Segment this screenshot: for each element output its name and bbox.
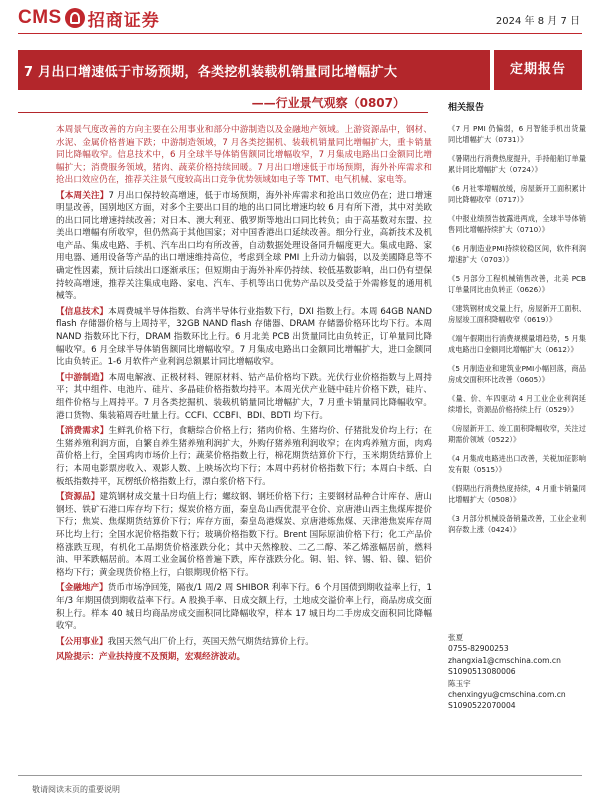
related-report-link[interactable]: 《端午假期出行消费规模量增趋势，5 月集成电路出口金额同比增幅扩大（0612）》	[448, 334, 586, 354]
section-text: 本周电解液、正极材料、锂原材料、钴产品价格均下跌。光伏行业价格指数与上周持平；其中组件、电池片、硅片、多晶硅价格指数均持平。本周光伏产业链中硅片价格下跌，硅片、组件价格与上周持平。7 月各类挖掘机、装载机销量同比增幅扩大，7 月重卡销量同比降幅收窄。港口货物、集装箱周吞吐量上行。CCFI、CCBFI、BDI、BDTI 均下行。	[56, 372, 432, 421]
risk-label: 风险提示：	[56, 652, 99, 663]
section-resources	[56, 491, 432, 579]
related-report-link[interactable]: 《中报业绩预告披露进两成，全球半导体销售同比增幅持续扩大（0710）》	[448, 214, 586, 234]
footer-disclaimer: 敬请阅读末页的重要说明	[32, 785, 120, 794]
related-report-link[interactable]: 《建筑钢材成交量上行，房屋新开工面积、房屋竣工面积降幅收窄（0619）》	[448, 304, 586, 324]
analyst-name: 张夏	[448, 633, 464, 642]
section-label: 【公用事业】	[56, 636, 108, 647]
related-report-link[interactable]: 《6 月制造业PMI持续较稳区间，软件利润增速扩大（0703）》	[448, 244, 586, 264]
report-date: 2024 年 8 月 7 日	[495, 16, 580, 27]
report-type-tag: 定期报告	[494, 50, 582, 90]
analyst-cert: S1090513080006	[448, 667, 516, 677]
section-text: 我国天然气出厂价上行，英国天然气期货结算价上行。	[107, 636, 314, 647]
section-midstream	[56, 372, 432, 422]
section-label: 【信息技术】	[56, 306, 109, 317]
section-label: 【金融地产】	[56, 583, 108, 594]
summary-paragraph: 本周景气度改善的方向主要在公用事业和部分中游制造以及金融地产领域。上游资源品中，钢材、水泥、金属价格普遍下跌；中游制造领域，7 月各类挖掘机、装载机销量同比增幅扩大，重卡销量同比降幅收窄。信息技术中，6 月全球半导体销售额同比增幅收窄，7 月集成电路出口金额同比增幅扩大；消费服务领域，猪肉、蔬菜价格持续回暖。7 月出口增速低于市场预期，海外补库需求和抢出口效应仍在，推荐关注景气度较高出口竞争优势领域如电子等 TMT、电气机械、家电等。	[56, 125, 432, 185]
risk-text: 产业扶持度不及预期，宏观经济波动。	[98, 652, 246, 663]
section-consumer	[56, 425, 432, 488]
report-title: 7 月出口增速低于市场预期，各类挖机装载机销量同比增幅扩大	[18, 50, 490, 90]
section-label: 【中游制造】	[56, 372, 109, 383]
related-reports-title: 相关报告	[448, 103, 485, 113]
related-report-link[interactable]: 《量、价、车四驱动 4 月工业企业利润延续增长，资源品价格持续上行（0529）》	[448, 394, 586, 414]
analyst-email[interactable]: chenxingyu@cmschina.com.cn	[448, 690, 566, 700]
subtitle-divider	[18, 112, 428, 113]
section-text: 建筑钢材成交量十日均值上行；螺纹钢、钢坯价格下行；主要钢材品种合计库存、唐山钢坯、铁矿石港口库存均下行；煤炭价格方面，秦皇岛山西优混平仓价、京唐港山西主焦煤库提价下行；焦炭、焦煤期货结算价下行；库存方面，秦皇岛港煤炭、京唐港炼焦煤、天津港焦炭库存周环比均上行；全国水泥价格指数下行；玻璃价格指数下行。Brent 国际原油价格下行；化工产品价格涨跌互现，有机化工品期货价格涨跌分化；其中天然橡胶、二乙二醇、苯乙烯涨幅居前，燃料油、甲苯跌幅居前。本周工业金属价格普遍下跌，库存涨跌分化。铜、铝、锌、锡、铅、镍、铝价格均下行；黄金现货价格上行，白银期现价格下行。	[56, 492, 432, 578]
related-report-link[interactable]: 《7 月 PMI 仍偏弱，6 月智能手机出货量同比增幅扩大（0731）》	[448, 124, 586, 144]
related-report-link[interactable]: 《5 月部分工程机械销售改善，北美 PCB 订单量同比由负转正（0626）》	[448, 274, 586, 294]
related-report-link[interactable]: 《暑期出行消费热度提升，手持船舶订单量累计同比增幅扩大（0724）》	[448, 154, 586, 174]
analyst-name: 陈玉宇	[448, 678, 471, 688]
section-text: 生鲜乳价格下行，食糖综合价格上行；猪肉价格、生猪均价、仔猪批发价均上行；在生猪养殖利润方面，自繁自养生猪养殖利润扩大，外购仔猪养殖利润收窄；在肉鸡养殖方面，肉鸡苗价格上行，全国鸡肉市场价上行；蔬菜价格指数上行，棉花期货结算价下行，玉米期货结算价上行；本周电影票房收入、观影人数、上映场次均下行；本周中药材价格指数下行；本周白卡纸、白板纸指数持平，瓦楞纸价格指数上行，漂白浆价格下行。	[56, 426, 432, 487]
sidebar	[448, 100, 586, 543]
section-text: 货币市场净回笼，隔夜/1 周/2 周 SHIBOR 利率下行。6 个月国债到期收益率上行，1 年/3 年期国债到期收益率下行。A 股换手率、日成交额上行，土地成交溢价率上行，商品房成交面积上行。样本 40 城日均商品房成交面积同比降幅收窄，样本 17 城日均二手房成交面积同比降幅收窄。	[56, 583, 432, 632]
footer-divider	[18, 775, 582, 776]
logo-en: CMS	[18, 7, 62, 28]
section-focus	[56, 190, 432, 303]
related-report-link[interactable]: 《5 月制造业和建筑业PMI小幅回落，商品房成交面积环比改善（0605）》	[448, 364, 586, 384]
related-report-link[interactable]: 《假期出行消费热度持续，4 月重卡销量同比增幅扩大（0508）》	[448, 484, 586, 504]
analyst-phone: 0755-82900253	[448, 644, 509, 654]
related-report-link[interactable]: 《4 月集成电路进出口改善，关税加征影响发有限（0515）》	[448, 454, 586, 474]
header-divider	[18, 33, 582, 34]
section-utilities	[56, 636, 432, 649]
related-report-link[interactable]: 《6 月社零增幅放缓，房屋新开工面积累计同比降幅收窄（0717）》	[448, 184, 586, 204]
logo-mark-icon	[65, 8, 85, 28]
section-it	[56, 306, 432, 369]
section-text: 7 月出口保持较高增速，低于市场预期，海外补库需求和抢出口效应仍在；进口增速明显改善，国别地区方面，对多个主要出口目的地的出口同比增速均较 6 月有所下滑，其中对美欧的出口同比增速持续改善；对日本、澳大利亚、俄罗斯等地出口同比转负；由于高基数对东盟、拉美出口增幅有所收窄，但仍然高于其他国家；对中国香港出口延续改善。细分行业，高新技术及机电产品、集成电路、手机、汽车出口均有所改善，自动数据处理设备同升幅度更大。集成电路、家用电器、通用设备等产品的出口增速维持高位，考虑到全球 PMI 上升动力偏弱，以及美國降息等不确定性因素，预计后续出口逐渐承压；但短期由于海外补库仍持续、较低基数影响，出口仍有望保持较高增速，推荐关注集成电路、家电、汽车、手机等出口优势产品以及受益于外需修复的通用机械等。	[56, 190, 432, 302]
analyst-cert: S1090522070004	[448, 701, 516, 711]
related-report-link[interactable]: 《房屋新开工、竣工面积降幅收窄，关注过期需价领域（0522）》	[448, 424, 586, 444]
logo-cn: 招商证券	[87, 10, 160, 31]
report-subtitle: ——行业景气观察（0807）	[251, 96, 405, 110]
risk-warning	[56, 651, 432, 664]
main-content	[56, 124, 432, 664]
related-report-link[interactable]: 《3 月部分机械设备销量改善，工业企业利润存数上涨（0424）》	[448, 514, 586, 534]
section-label: 【消费需求】	[56, 426, 109, 437]
section-label: 【本周关注】	[56, 190, 109, 201]
section-text: 本周费城半导体指数、台湾半导体行业指数下行，DXI 指数上行。本周 64GB NAND flash 存储器价格与上周持平，32GB NAND flash 存储器、DRAM 存储器价格环比均下行。本周 NAND 指数环比下行，DRAM 指数环比上行。6 月北美 PCB 出货量同比由负转正，订单量同比降幅收窄。6 月全球半导体销售额同比增幅收窄。7 月集成电路出口金额同比增幅扩大，进口金额同比由负转正。1-6 月软件产业利润总额累计同比增幅收窄。	[56, 306, 432, 368]
section-label: 【资源品】	[56, 492, 100, 503]
analyst-email[interactable]: zhangxia1@cmschina.com.cn	[448, 655, 561, 665]
company-logo	[18, 5, 160, 31]
section-finance	[56, 582, 432, 632]
analyst-info	[448, 632, 586, 712]
